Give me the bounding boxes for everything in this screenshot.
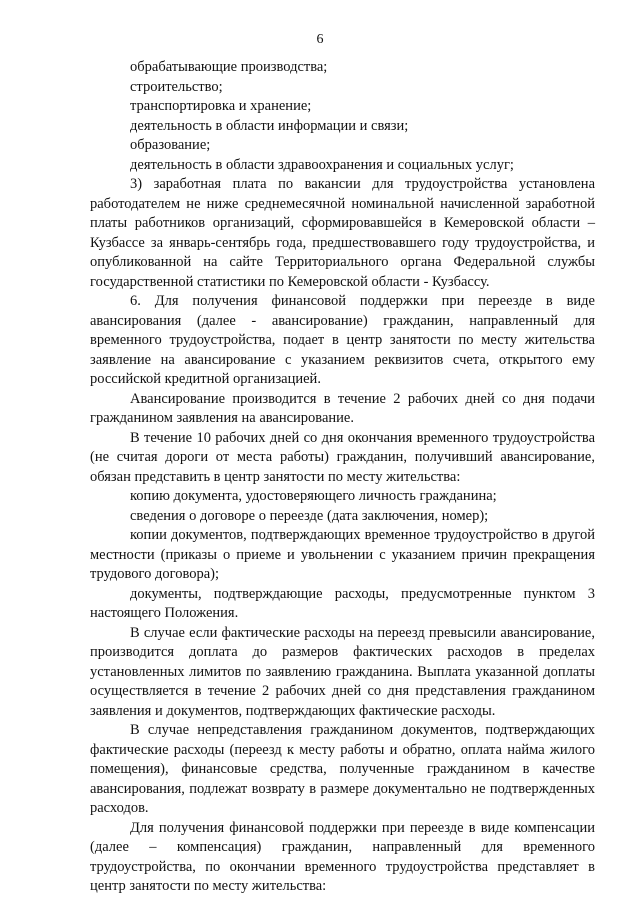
paragraph-additional-payment: В случае если фактические расходы на переезд превысили авансирование, производится доплата до размеров фактических расходов в пределах установленных лимитов по заявлению гражданина. Выплата указанной доплаты осуществляется в течение 2 рабочих дней со дня представления гражданином заявления и документов, подтверждающих фактические расходы. [90, 624, 595, 719]
list-item-information: деятельность в области информации и связи; [130, 117, 409, 134]
list-item-employment-proof: копии документов, подтверждающих временное трудоустройство в другой местности (приказы о приеме и увольнении с указанием причин прекращения трудового договора); [90, 527, 595, 582]
list-item-healthcare: деятельность в области здравоохранения и социальных услуг; [130, 156, 514, 173]
paragraph-documents-required: В течение 10 рабочих дней со дня окончания временного трудоустройства (не считая дороги от места работы) гражданин, получивший авансирование, обязан представить в центр занятости по месту жительства: [90, 429, 595, 485]
list-item-relocation-contract: сведения о договоре о переезде (дата заключения, номер); [130, 507, 489, 524]
list-item-manufacturing: обрабатывающие производства; [130, 59, 328, 75]
page-number: 6 [316, 32, 324, 47]
paragraph-compensation: Для получения финансовой поддержки при переезде в виде компенсации (далее – компенсация) гражданин, направленный для временного трудоустройства, по окончании временного трудоустройства представляет в центр занятости по месту жительства: [90, 819, 595, 894]
paragraph-advance-application: 6. Для получения финансовой поддержки при переезде в виде авансирования (далее - авансирование) гражданин, направленный для временного трудоустройства, подает в центр занятости по месту жительства заявление на авансирование с указанием реквизитов счета, открытого ему российской кредитной организацией. [90, 293, 595, 387]
paragraph-advance-timing: Авансирование производится в течение 2 рабочих дней со дня подачи гражданином заявления на авансирование. [90, 390, 595, 426]
list-item-expense-documents: документы, подтверждающие расходы, предусмотренные пунктом 3 настоящего Положения. [90, 585, 595, 621]
paragraph-refund: В случае непредставления гражданином документов, подтверждающих фактические расходы (переезд к месту работы и обратно, оплата найма жилого помещения), финансовые средства, полученные гражданином в качестве авансирования, подлежат возврату в размере документально не подтвержденных расходов. [90, 722, 595, 816]
list-item-transport: транспортировка и хранение; [130, 98, 312, 114]
paragraph-wage-condition: 3) заработная плата по вакансии для трудоустройства установлена работодателем не ниже среднемесячной номинальной начисленной заработной платы работников организаций, сформировавшейся в Кемеровской области – Кузбассе за январь-сентябрь года, предшествовавшего году трудоустройства, и опубликованной на сайте Территориального органа Федеральной службы государственной статистики по Кемеровской области - Кузбассу. [90, 176, 595, 290]
document-body [90, 58, 595, 897]
list-item-education: образование; [130, 137, 211, 153]
list-item-id-copy: копию документа, удостоверяющего личность гражданина; [130, 488, 497, 504]
list-item-construction: строительство; [130, 78, 223, 95]
